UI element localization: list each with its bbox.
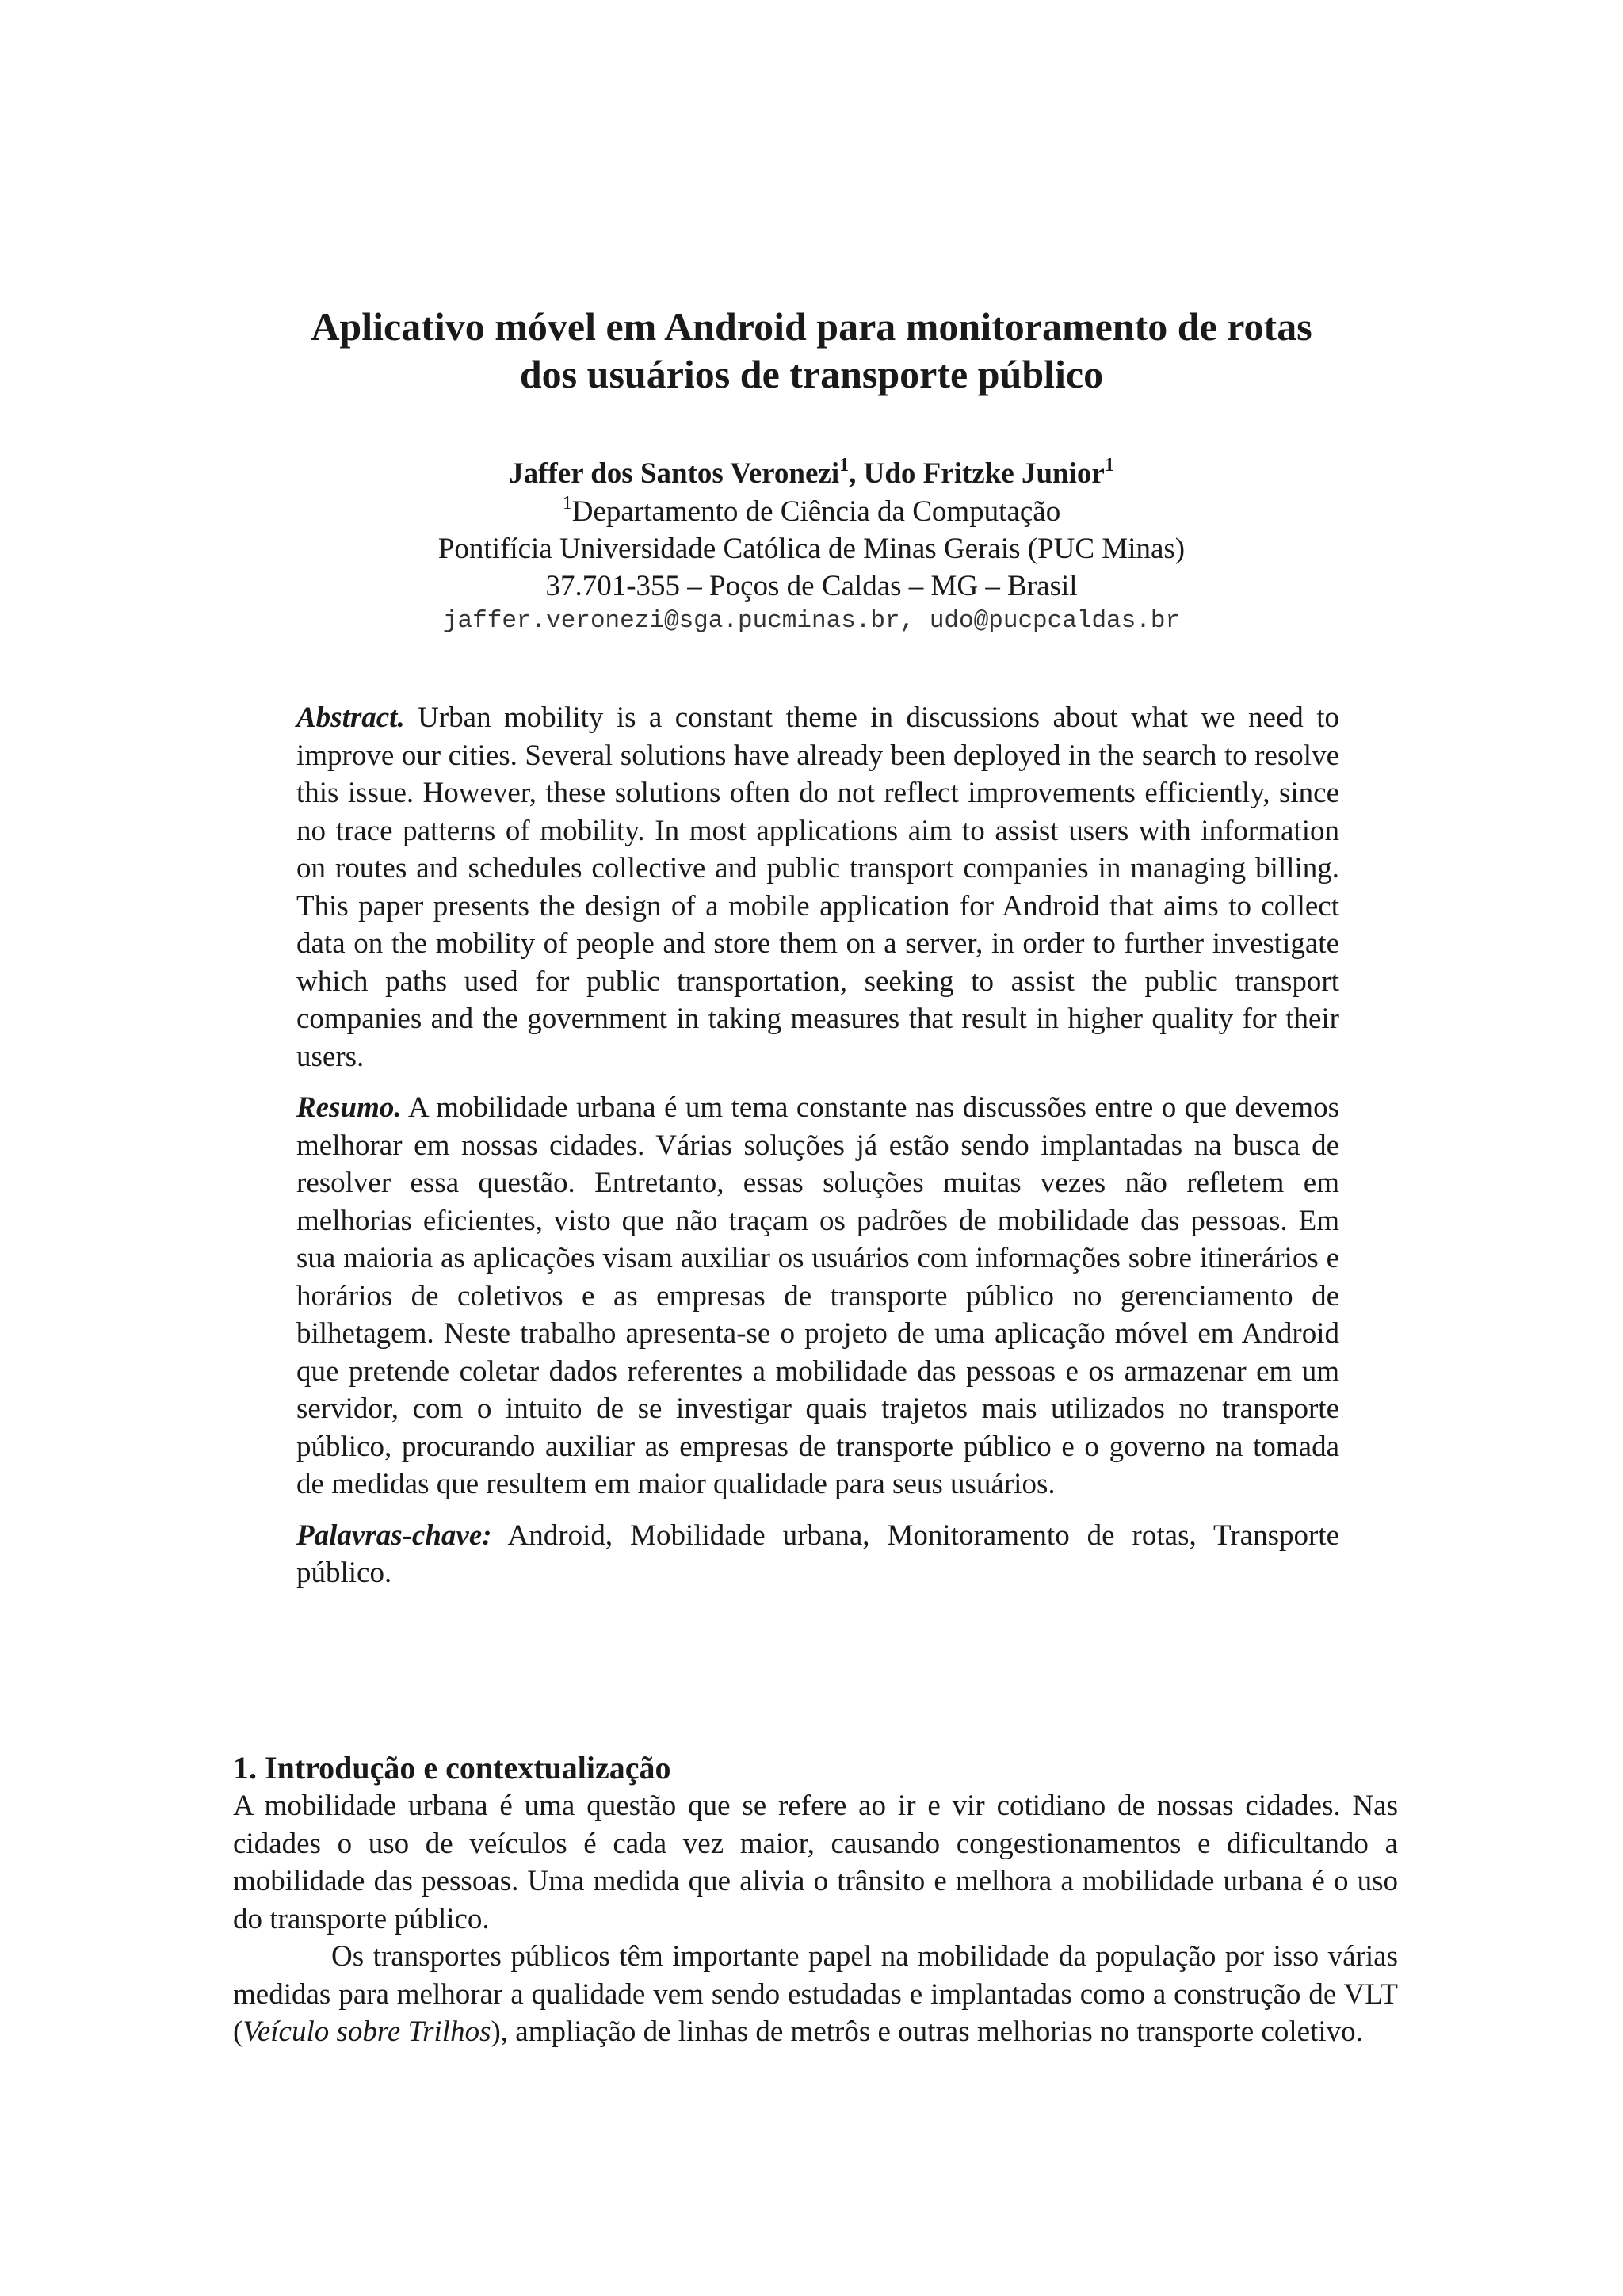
intro-paragraph-2-end: ), ampliação de linhas de metrôs e outras melhorias no transporte coletivo. <box>491 2015 1363 2048</box>
resumo-paragraph <box>296 1089 1339 1503</box>
intro-paragraph-2-start: Os transportes públicos têm importante papel na mobilidade da população por isso várias medidas para melhorar a qualidade vem sendo estudadas e implantadas como a construção de VLT ( <box>233 1940 1398 2048</box>
abstract-text: Urban mobility is a constant theme in discussions about what we need to improve our cities. Several solutions have already been deployed in the search to resolve this issue. However, these solutions often do not reflect improvements efficiently, since no trace patterns of mobility. In most applications aim to assist users with information on routes and schedules collective and public transport companies in managing billing. This paper presents the design of a mobile application for Android that aims to collect data on the mobility of people and store them on a server, in order to further investigate which paths used for public transportation, seeking to assist the public transport companies and the government in taking measures that result in higher quality for their users. <box>296 701 1339 1073</box>
author-name: Udo Fritzke Junior <box>863 457 1105 490</box>
author-affiliation-mark: 1 <box>1104 454 1114 476</box>
keywords-label: Palavras-chave: <box>296 1519 492 1552</box>
authors-block <box>190 455 1433 638</box>
keywords-paragraph <box>296 1517 1339 1592</box>
abstract-paragraph <box>296 699 1339 1075</box>
abstract-block <box>296 699 1339 1606</box>
intro-paragraph-2 <box>233 1938 1398 2051</box>
section-introduction <box>233 1749 1398 2051</box>
author-affiliation-mark: 1 <box>839 454 850 476</box>
author-list <box>190 455 1433 493</box>
affiliation-mark: 1 <box>562 492 572 514</box>
resumo-text: A mobilidade urbana é um tema constante nas discussões entre o que devemos melhorar em nossas cidades. Várias soluções já estão sendo implantadas na busca de resolver essa questão. Entretanto, essas soluções muitas vezes não refletem em melhorias eficientes, visto que não traçam os padrões de mobilidade das pessoas. Em sua maioria as aplicações visam auxiliar os usuários com informações sobre itinerários e horários de coletivos e as empresas de transporte público no gerenciamento de bilhetagem. Neste trabalho apresenta-se o projeto de uma aplicação móvel em Android que pretende coletar dados referentes a mobilidade das pessoas e os armazenar em um servidor, com o intuito de se investigar quais trajetos mais utilizados no transporte público, procurando auxiliar as empresas de transporte público e o governo na tomada de medidas que resultem em maior qualidade para seus usuários. <box>296 1091 1339 1500</box>
title-line-1: Aplicativo móvel em Android para monitoramento de rotas <box>311 304 1312 349</box>
resumo-label: Resumo. <box>296 1091 402 1124</box>
vlt-expansion: Veículo sobre Trilhos <box>242 2015 491 2048</box>
affiliation-address: 37.701-355 – Poços de Caldas – MG – Brasil <box>545 570 1078 602</box>
abstract-label: Abstract. <box>296 701 405 734</box>
keywords-text: Android, Mobilidade urbana, Monitoramento de rotas, Transporte público. <box>296 1519 1339 1589</box>
paper-title <box>190 303 1433 398</box>
affiliation-department <box>190 493 1433 530</box>
author-separator: , <box>849 457 864 490</box>
department-name: Departamento de Ciência da Computação <box>571 495 1061 528</box>
author-emails: jaffer.veronezi@sga.pucminas.br, udo@pucpcaldas.br <box>442 607 1181 635</box>
author-name: Jaffer dos Santos Veronezi <box>509 457 840 490</box>
section-heading: 1. Introdução e contextualização <box>233 1750 671 1786</box>
affiliation-university: Pontifícia Universidade Católica de Minas Gerais (PUC Minas) <box>437 533 1186 565</box>
intro-paragraph-1: A mobilidade urbana é uma questão que se refere ao ir e vir cotidiano de nossas cidades. Nas cidades o uso de veículos é cada vez maior, causando congestionamentos e dificultando a mobilidade das pessoas. Uma medida que alivia o trânsito e melhora a mobilidade urbana é o uso do transporte público. <box>233 1790 1398 1935</box>
title-line-2: dos usuários de transporte público <box>519 352 1104 396</box>
